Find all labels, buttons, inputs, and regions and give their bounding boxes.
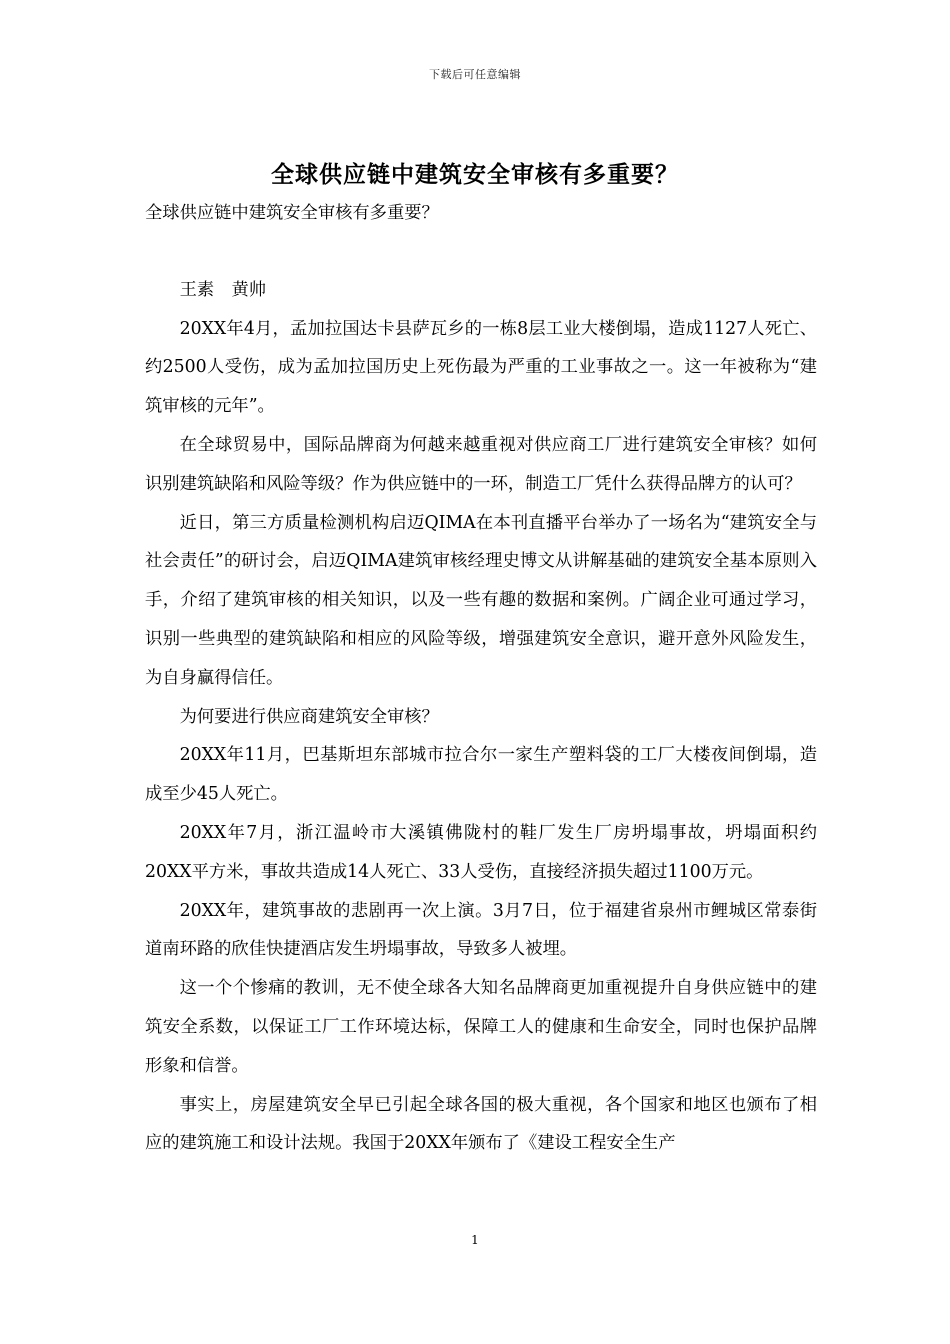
- page-header-note: 下载后可任意编辑: [429, 68, 521, 81]
- document-title: 全球供应链中建筑安全审核有多重要？: [271, 161, 679, 188]
- body-paragraph: 在全球贸易中，国际品牌商为何越来越重视对供应商工厂进行建筑安全审核？如何识别建筑缺陷和风险等级？作为供应链中的一环，制造工厂凭什么获得品牌方的认可？: [145, 434, 817, 494]
- body-paragraph: 这一个个惨痛的教训，无不使全球各大知名品牌商更加重视提升自身供应链中的建筑安全系数，以保证工厂工作环境达标，保障工人的健康和生命安全，同时也保护品牌形象和信誉。: [145, 978, 817, 1076]
- section-heading: 为何要进行供应商建筑安全审核？: [179, 706, 439, 727]
- body-paragraph: 事实上，房屋建筑安全早已引起全球各国的极大重视，各个国家和地区也颁布了相应的建筑施工和设计法规。我国于20XX年颁布了《建设工程安全生产: [145, 1094, 817, 1154]
- author-line: 王素 黄帅: [179, 279, 267, 300]
- page-number: 1: [471, 1233, 479, 1247]
- document-body: [145, 194, 817, 1163]
- body-paragraph: 近日，第三方质量检测机构启迈QIMA在本刊直播平台举办了一场名为“建筑安全与社会责任”的研讨会，启迈QIMA建筑审核经理史博文从讲解基础的建筑安全基本原则入手，介绍了建筑审核的相关知识，以及一些有趣的数据和案例。广阔企业可通过学习，识别一些典型的建筑缺陷和相应的风险等级，增强建筑安全意识，避开意外风险发生，为自身赢得信任。: [145, 512, 817, 688]
- body-paragraph: 20XX年，建筑事故的悲剧再一次上演。3月7日，位于福建省泉州市鲤城区常泰街道南环路的欣佳快捷酒店发生坍塌事故，导致多人被埋。: [145, 900, 817, 960]
- subtitle-paragraph: 全球供应链中建筑安全审核有多重要？: [145, 203, 439, 223]
- body-paragraph: 20XX年4月，孟加拉国达卡县萨瓦乡的一栋8层工业大楼倒塌，造成1127人死亡、约2500人受伤，成为孟加拉国历史上死伤最为严重的工业事故之一。这一年被称为“建筑审核的元年”。: [145, 318, 817, 417]
- body-paragraph: 20XX年7月，浙江温岭市大溪镇佛陇村的鞋厂发生厂房坍塌事故，坍塌面积约20XX平方米，事故共造成14人死亡、33人受伤，直接经济损失超过1100万元。: [145, 822, 817, 882]
- body-paragraph: 20XX年11月，巴基斯坦东部城市拉合尔一家生产塑料袋的工厂大楼夜间倒塌，造成至少45人死亡。: [145, 745, 817, 805]
